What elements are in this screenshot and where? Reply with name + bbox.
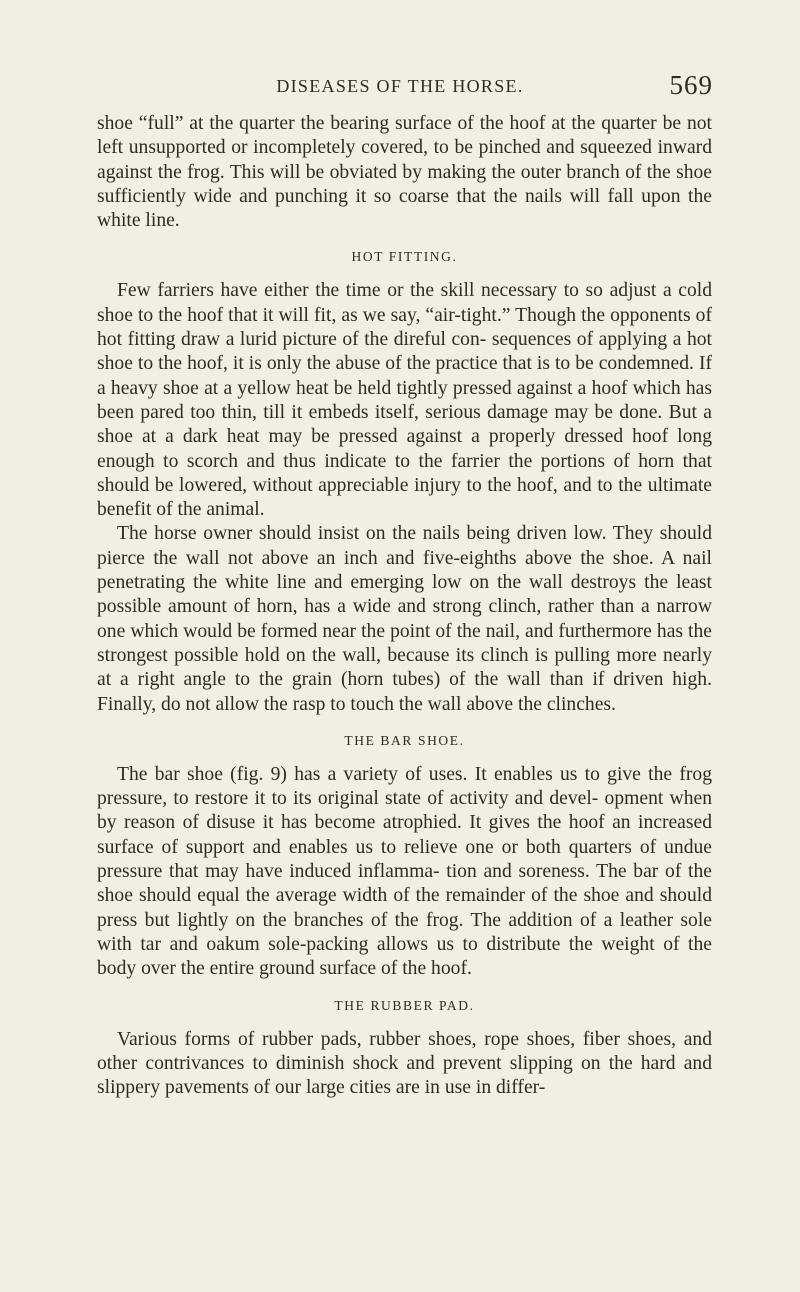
section-heading-rubber-pad: THE RUBBER PAD. xyxy=(334,997,475,1013)
paragraph: shoe “full” at the quarter the bearing surface of the hoof at the quarter be not left unsupported or incompletely covered, to be pinched and squeezed inward against the frog. This will be obviated by making the outer branch of the shoe sufficiently wide and punching it so coarse that the nails will fall upon the white line. xyxy=(97,113,712,232)
page-header xyxy=(0,70,800,104)
section-heading-bar-shoe: THE BAR SHOE. xyxy=(344,732,465,748)
paragraph: Various forms of rubber pads, rubber shoes, rope shoes, fiber shoes, and other contrivances to diminish shock and prevent slipping on the hard and slippery pavements of our large cities are in use in differ- xyxy=(97,1028,712,1099)
running-head: DISEASES OF THE HORSE. xyxy=(276,76,524,96)
paragraph: The horse owner should insist on the nails being driven low. They should pierce the wall not above an inch and five-eighths above the shoe. A nail penetrating the white line and emerging low on the wall destroys the least possible amount of horn, has a wide and strong clinch, rather than a narrow one which would be formed near the point of the nail, and furthermore has the strongest possible hold on the wall, because its clinch is pulling more nearly at a right angle to the grain (horn tubes) of the wall than if driven high. Finally, do not allow the rasp to touch the wall above the clinches. xyxy=(97,523,712,715)
paragraph: The bar shoe (fig. 9) has a variety of uses. It enables us to give the frog pressure, to restore it to its original state of activity and devel- opment when by reason of disuse it has become atrophied. It gives the hoof an increased surface of support and enables us to relieve one or both quarters of undue pressure that may have induced inflamma- tion and soreness. The bar of the shoe should equal the average width of the remainder of the shoe and should press but lightly on the branches of the frog. The addition of a leather sole with tar and oakum sole-packing allows us to distribute the weight of the body over the entire ground surface of the hoof. xyxy=(97,763,712,980)
page-number: 569 xyxy=(669,70,713,100)
section-heading-hot-fitting: HOT FITTING. xyxy=(351,249,458,265)
paragraph: Few farriers have either the time or the skill necessary to so adjust a cold shoe to the hoof that it will fit, as we say, “air-tight.” Though the opponents of hot fitting draw a lurid picture of the direful con- sequences of applying a hot shoe to the hoof, it is only the abuse of the practice that is to be condemned. If a heavy shoe at a yellow heat be held tightly pressed against a hoof which has been pared too thin, till it embeds itself, serious damage may be done. But a shoe at a dark heat may be pressed against a properly dressed hoof long enough to scorch and thus indicate to the farrier the portions of horn that should be lowered, without appreciable injury to the hoof, and to the ultimate benefit of the animal. xyxy=(97,280,712,521)
body-text xyxy=(97,112,712,1100)
